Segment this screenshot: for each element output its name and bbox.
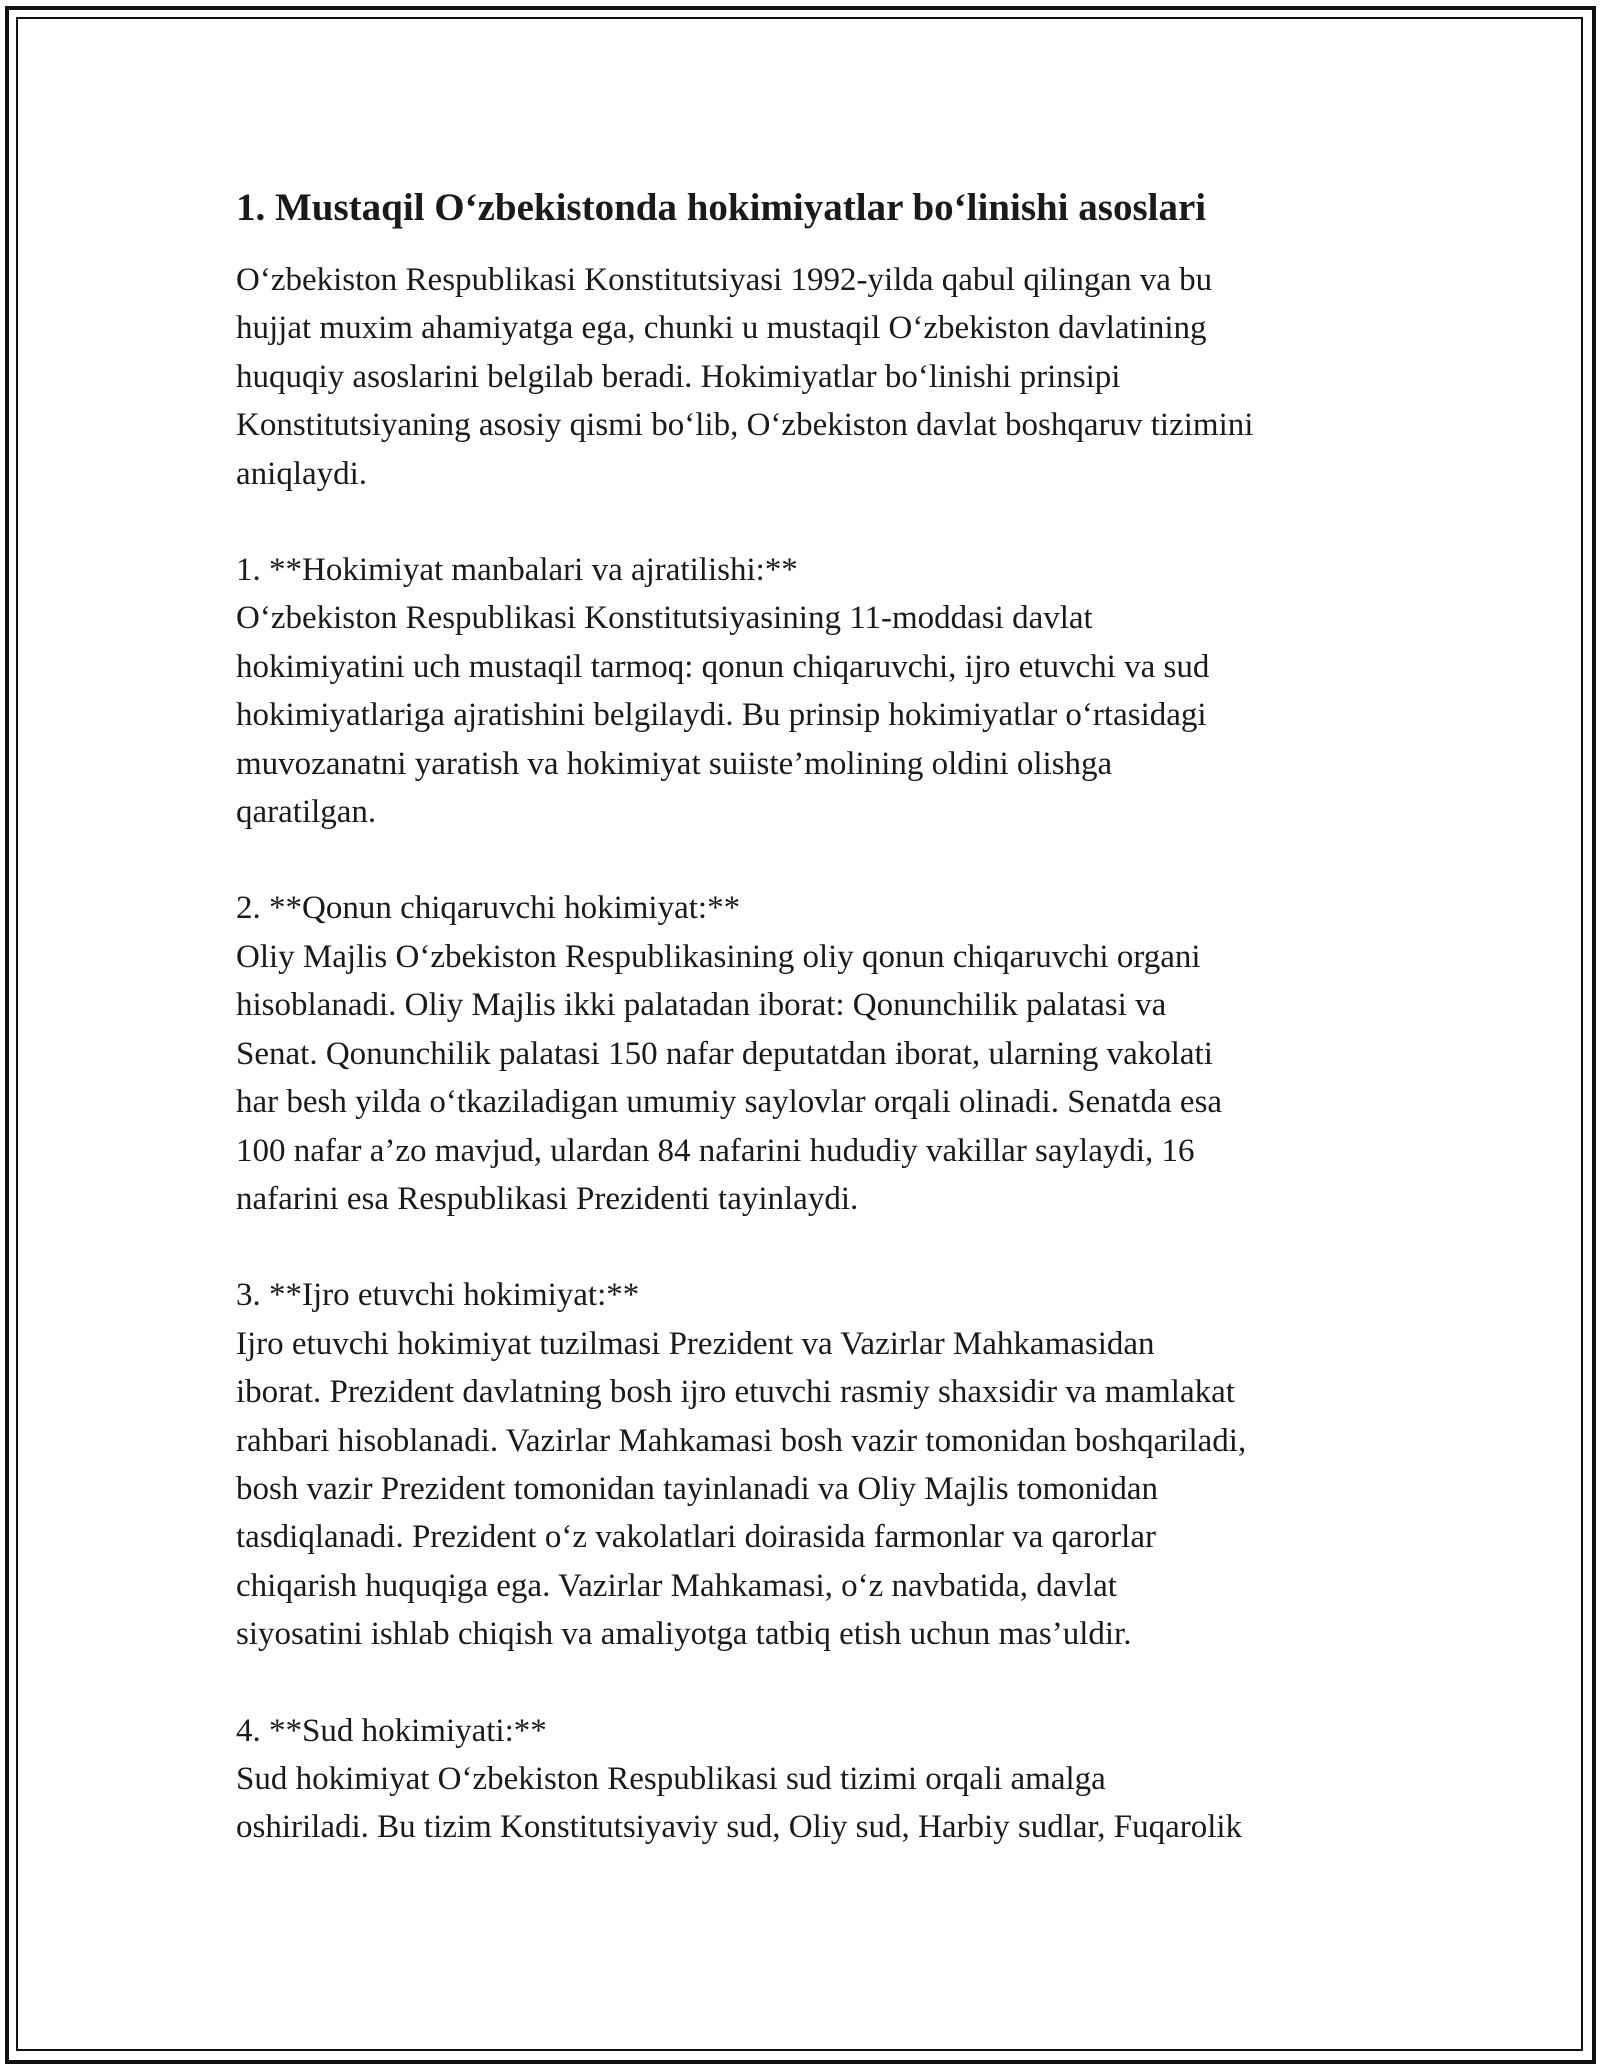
section-executive: 3. **Ijro etuvchi hokimiyat:** Ijro etuvchi hokimiyat tuzilmasi Prezident va Vazirlar Mahkamasidan iborat. Prezident davlatning bosh ijro etuvchi rasmiy shaxsidir va mamlakat rahbari hisoblanadi. Vazirlar Mahkamasi bosh vazir tomonidan boshqariladi, bosh vazir Prezident tomonidan tayinlanadi va Oliy Majlis tomonidan tasdiqlanadi. Prezident o‘z vakolatlari doirasida farmonlar va qarorlar chiqarish huquqiga ega. Vazirlar Mahkamasi, o‘z navbatida, davlat siyosatini ishlab chiqish va amaliyotga tatbiq etish uchun mas’uldir.	[236, 1277, 1247, 1653]
section-judicial: 4. **Sud hokimiyati:** Sud hokimiyat O‘zbekiston Respublikasi sud tizimi orqali amalga oshiriladi. Bu tizim Konstitutsiyaviy sud, Oliy sud, Harbiy sudlar, Fuqarolik	[236, 1712, 1243, 1846]
paragraph-spacer	[236, 498, 1386, 546]
paragraph-spacer	[236, 1223, 1386, 1271]
section-power-sources: 1. **Hokimiyat manbalari va ajratilishi:** O‘zbekiston Respublikasi Konstitutsiyasining 11-moddasi davlat hokimiyatini uch mustaqil tarmoq: qonun chiqaruvchi, ijro etuvchi va sud hokimiyatlariga ajratishini belgilaydi. Bu prinsip hokimiyatlar o‘rtasidagi muvozanatni yaratish va hokimiyat suiiste’molining oldini olishga qaratilgan.	[236, 552, 1210, 831]
document-heading: 1. Mustaqil O‘zbekistonda hokimiyatlar bo‘linishi asoslari	[236, 186, 1207, 229]
document-body	[236, 184, 1386, 1852]
intro-paragraph: O‘zbekiston Respublikasi Konstitutsiyasi 1992-yilda qabul qilingan va bu hujjat muxim ahamiyatga ega, chunki u mustaqil O‘zbekiston davlatining huquqiy asoslarini belgilab beradi. Hokimiyatlar bo‘linishi prinsipi Konstitutsiyaning asosiy qismi bo‘lib, O‘zbekiston davlat boshqaruv tizimini aniqlaydi.	[236, 262, 1254, 492]
paragraph-spacer	[236, 836, 1386, 884]
paragraph-spacer	[236, 1659, 1386, 1707]
section-legislative: 2. **Qonun chiqaruvchi hokimiyat:** Oliy Majlis O‘zbekiston Respublikasining oliy qonun chiqaruvchi organi hisoblanadi. Oliy Majlis ikki palatadan iborat: Qonunchilik palatasi va Senat. Qonunchilik palatasi 150 nafar deputatdan iborat, ularning vakolati har besh yilda o‘tkaziladigan umumiy saylovlar orqali olinadi. Senatda esa 100 nafar a’zo mavjud, ulardan 84 nafarini hududiy vakillar saylaydi, 16 nafarini esa Respublikasi Prezidenti tayinlaydi.	[236, 890, 1223, 1217]
